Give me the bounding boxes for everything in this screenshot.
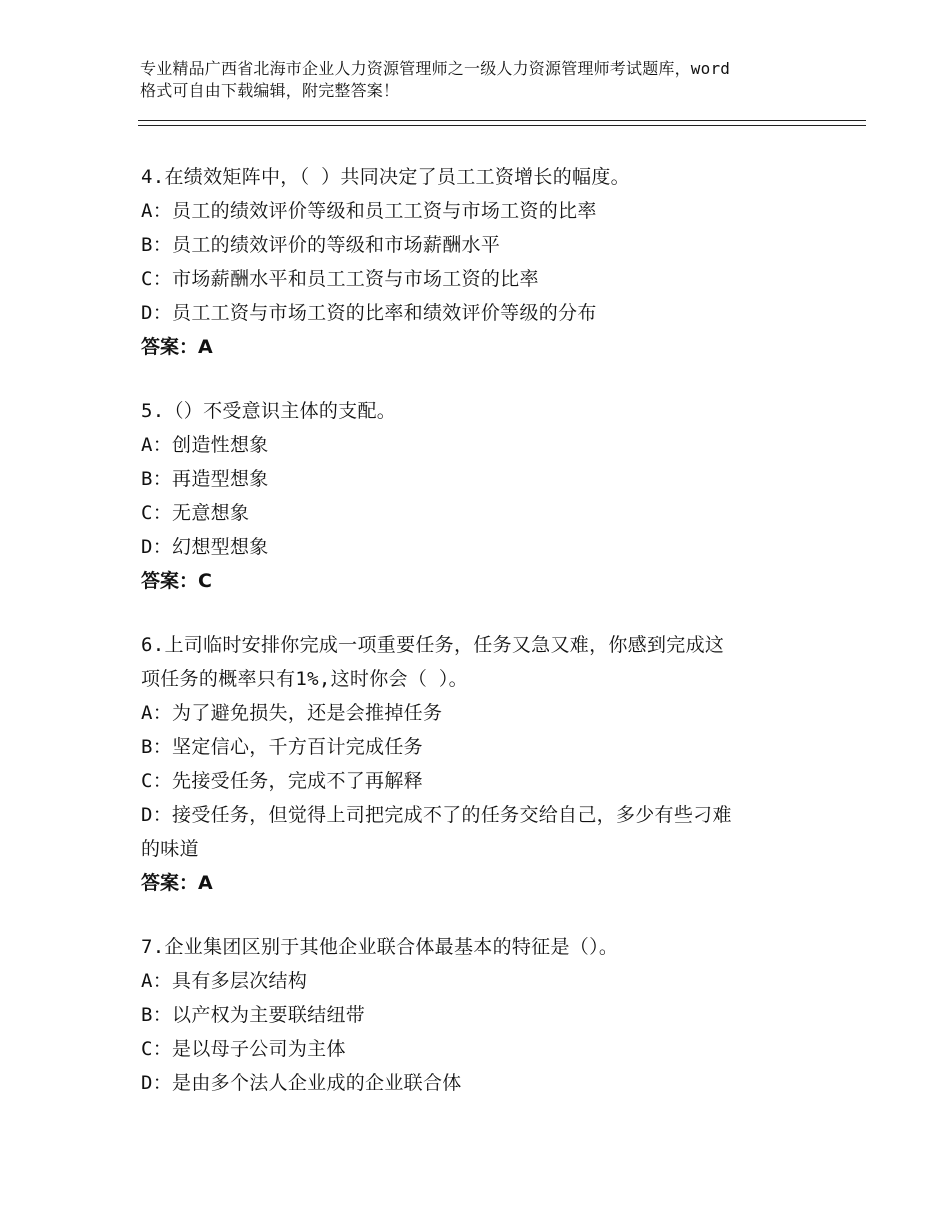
question-stem-line-2: 项任务的概率只有1%,这时你会（ ）。: [141, 668, 468, 690]
option-a: A：创造性想象: [141, 434, 269, 456]
option-d: D：是由多个法人企业成的企业联合体: [141, 1072, 462, 1094]
answer-label: 答案：A: [141, 872, 213, 894]
option-c: C：市场薪酬水平和员工工资与市场工资的比率: [141, 268, 539, 290]
question-6: [141, 628, 821, 900]
option-c: C：无意想象: [141, 502, 250, 524]
option-d: D：员工工资与市场工资的比率和绩效评价等级的分布: [141, 302, 597, 324]
option-a: A：为了避免损失，还是会推掉任务: [141, 702, 443, 724]
document-header: [140, 58, 830, 102]
answer-label: 答案：C: [141, 570, 212, 592]
question-stem: 5.（）不受意识主体的支配。: [141, 400, 397, 422]
option-d: D：幻想型想象: [141, 536, 269, 558]
question-stem: 4.在绩效矩阵中，（ ）共同决定了员工工资增长的幅度。: [141, 166, 630, 188]
header-line-1: 专业精品广西省北海市企业人力资源管理师之一级人力资源管理师考试题库，word: [140, 59, 731, 78]
option-a: A：具有多层次结构: [141, 970, 308, 992]
question-list: [141, 160, 821, 1130]
option-a: A：员工的绩效评价等级和员工工资与市场工资的比率: [141, 200, 597, 222]
question-stem-line-1: 6.上司临时安排你完成一项重要任务，任务又急又难，你感到完成这: [141, 634, 725, 656]
option-b: B：以产权为主要联结纽带: [141, 1004, 366, 1026]
option-b: B：员工的绩效评价的等级和市场薪酬水平: [141, 234, 501, 256]
question-5: [141, 394, 821, 598]
option-d-line-2: 的味道: [141, 838, 199, 860]
question-stem: 7.企业集团区别于其他企业联合体最基本的特征是（）。: [141, 936, 619, 958]
option-b: B：再造型想象: [141, 468, 269, 490]
option-d-line-1: D：接受任务，但觉得上司把完成不了的任务交给自己，多少有些刁难: [141, 804, 732, 826]
question-7: [141, 930, 821, 1100]
option-c: C：先接受任务，完成不了再解释: [141, 770, 423, 792]
header-line-2: 格式可自由下载编辑，附完整答案！: [140, 81, 400, 100]
option-c: C：是以母子公司为主体: [141, 1038, 346, 1060]
header-double-rule: [138, 120, 866, 126]
question-4: [141, 160, 821, 364]
answer-label: 答案：A: [141, 336, 213, 358]
option-b: B：坚定信心，千方百计完成任务: [141, 736, 423, 758]
